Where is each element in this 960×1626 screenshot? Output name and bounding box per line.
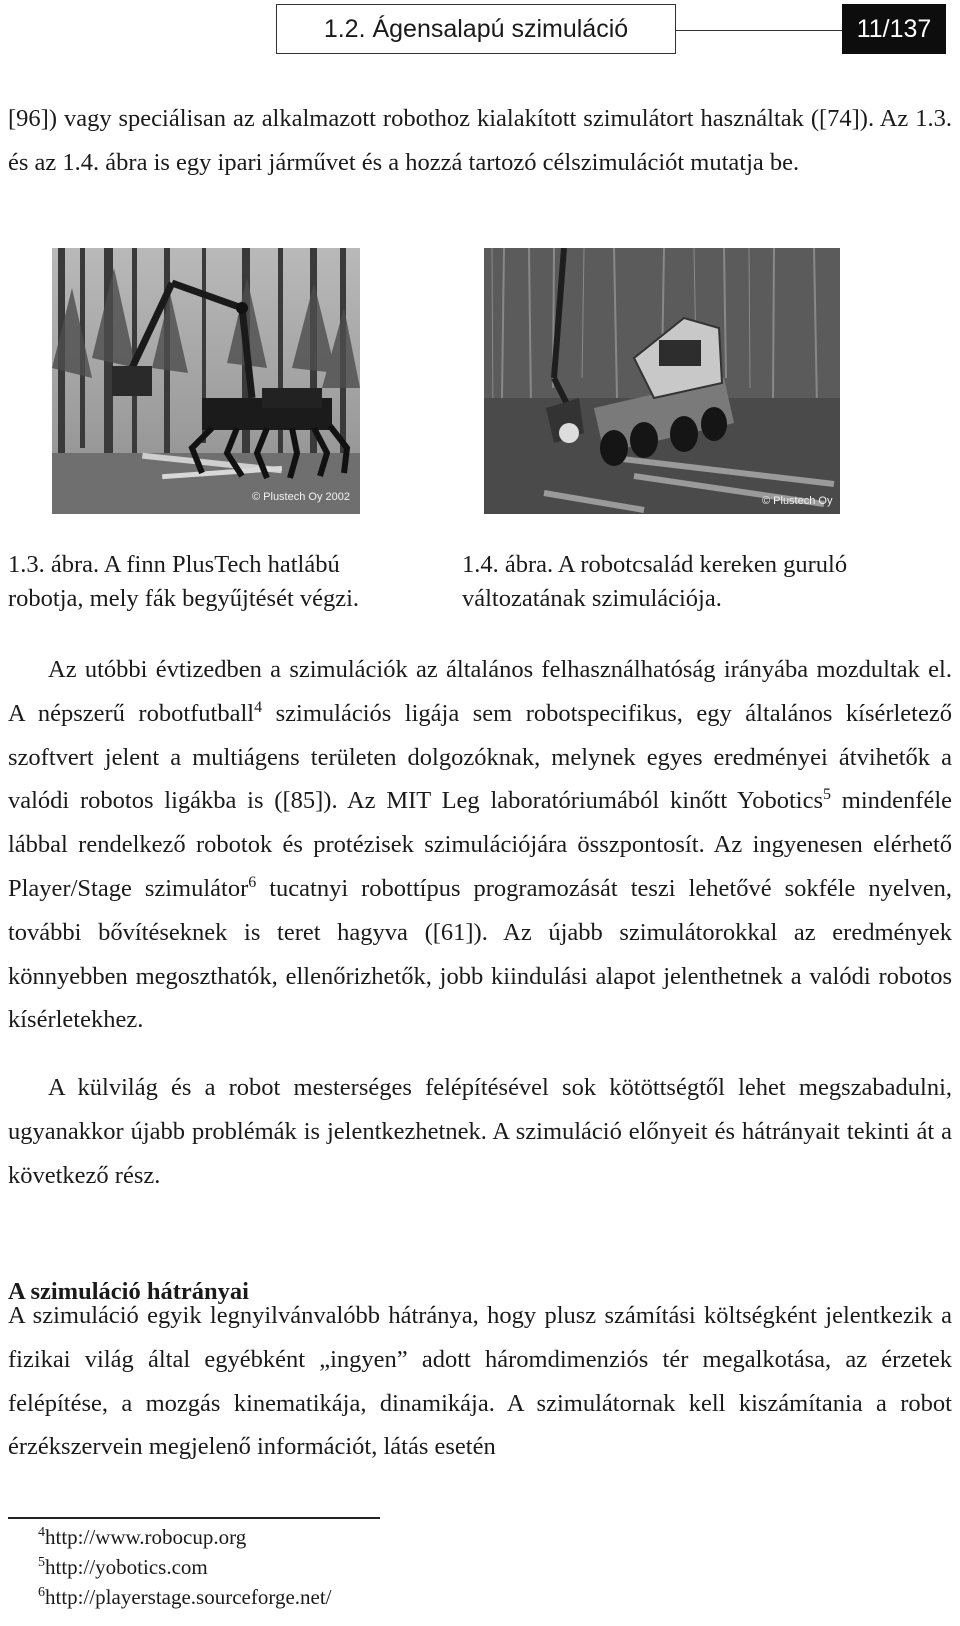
footnote-link[interactable]: http://www.robocup.org bbox=[45, 1525, 247, 1549]
figure-walking-harvester-photo bbox=[52, 248, 360, 514]
footnote-ref[interactable]: 6 bbox=[248, 873, 257, 891]
footnote-rule bbox=[8, 1517, 380, 1519]
text-segment: szimulációs ligája sem robotspecifikus, egy általános kísérletező szoftvert jelent a multiágens területen dolgozóknak, melynek egyes eredményei átvihetők a valódi robotos ligákba is ([85]). Az MIT Leg laboratóriumából kinőtt Yobotics bbox=[8, 699, 952, 815]
figure-caption-1-3: 1.3. ábra. A finn PlusTech hatlábú robotja, mely fák begyűjtését végzi. bbox=[8, 551, 360, 612]
footnote-ref[interactable]: 4 bbox=[254, 698, 263, 716]
figure-caption-1-4: 1.4. ábra. A robotcsalád kereken guruló változatának szimulációja. bbox=[462, 551, 848, 612]
page-number: 11/137 bbox=[842, 4, 946, 54]
footnote-6 bbox=[38, 1583, 332, 1611]
section-title: 1.2. Ágensalapú szimuláció bbox=[276, 4, 676, 54]
figure-wheeled-harvester-simulation bbox=[484, 248, 840, 514]
paragraph-simulation-trends bbox=[8, 648, 952, 1042]
footnote-link[interactable]: http://yobotics.com bbox=[45, 1555, 208, 1579]
text-segment: tucatnyi robottípus programozását teszi lehetővé sokféle nyelven, további bővítéseknek is teret hagyva ([61]). Az újabb szimulátorokkal az eredmények könnyebben megoszthatók, ellenőrizhetők, jobb kiindulási alapot jelenthetnek a valódi robotos kísérletekhez. bbox=[8, 874, 953, 1034]
watermark-fig-1-4: © Plustech Oy bbox=[762, 495, 833, 507]
header-rule bbox=[676, 30, 846, 31]
section-heading: A szimuláció hátrányai bbox=[8, 1278, 249, 1305]
watermark-fig-1-3: © Plustech Oy 2002 bbox=[252, 491, 350, 503]
footnote-ref[interactable]: 5 bbox=[823, 786, 832, 804]
paragraph-overview: A külvilág és a robot mesterséges felépítésével sok kötöttségtől lehet megszabadulni, ugyanakkor újabb problémák is jelentkezhetnek. A szimuláció előnyeit és hátrányait tekinti át a következő rész. bbox=[8, 1074, 952, 1189]
footnote-4 bbox=[38, 1523, 246, 1551]
text-segment: mindenféle lábbal rendelkező robotok és protézisek szimulációjára összpontosít. Az ingyenesen elérhető Player/Stage szimulátor bbox=[8, 787, 952, 902]
paragraph-disadvantages: A szimuláció egyik legnyilvánvalóbb hátránya, hogy plusz számítási költségként jelentkezik a fizikai világ által egyébként „ingyen” adott háromdimenziós tér megalkotása, az érzetek felépítése, a mozgás kinematikája, dinamikája. A szimulátornak kell kiszámítania a robot érzékszervein megjelenő információt, látás esetén bbox=[8, 1302, 952, 1461]
footnote-link[interactable]: http://playerstage.sourceforge.net/ bbox=[45, 1585, 332, 1609]
text-segment: Az utóbbi évtizedben a szimulációk az általános felhasználhatóság irányába mozdultak el. A népszerű robotfutball bbox=[8, 656, 952, 727]
footnote-5 bbox=[38, 1553, 208, 1581]
footnote-number: 6 bbox=[38, 1585, 45, 1600]
footnote-number: 4 bbox=[38, 1525, 45, 1540]
footnote-number: 5 bbox=[38, 1555, 45, 1570]
paragraph-top: [96]) vagy speciálisan az alkalmazott robothoz kialakított szimulátort használtak ([74]). Az 1.3. és az 1.4. ábra is egy ipari járművet és a hozzá tartozó célszimulációt mutatja be. bbox=[8, 105, 952, 176]
